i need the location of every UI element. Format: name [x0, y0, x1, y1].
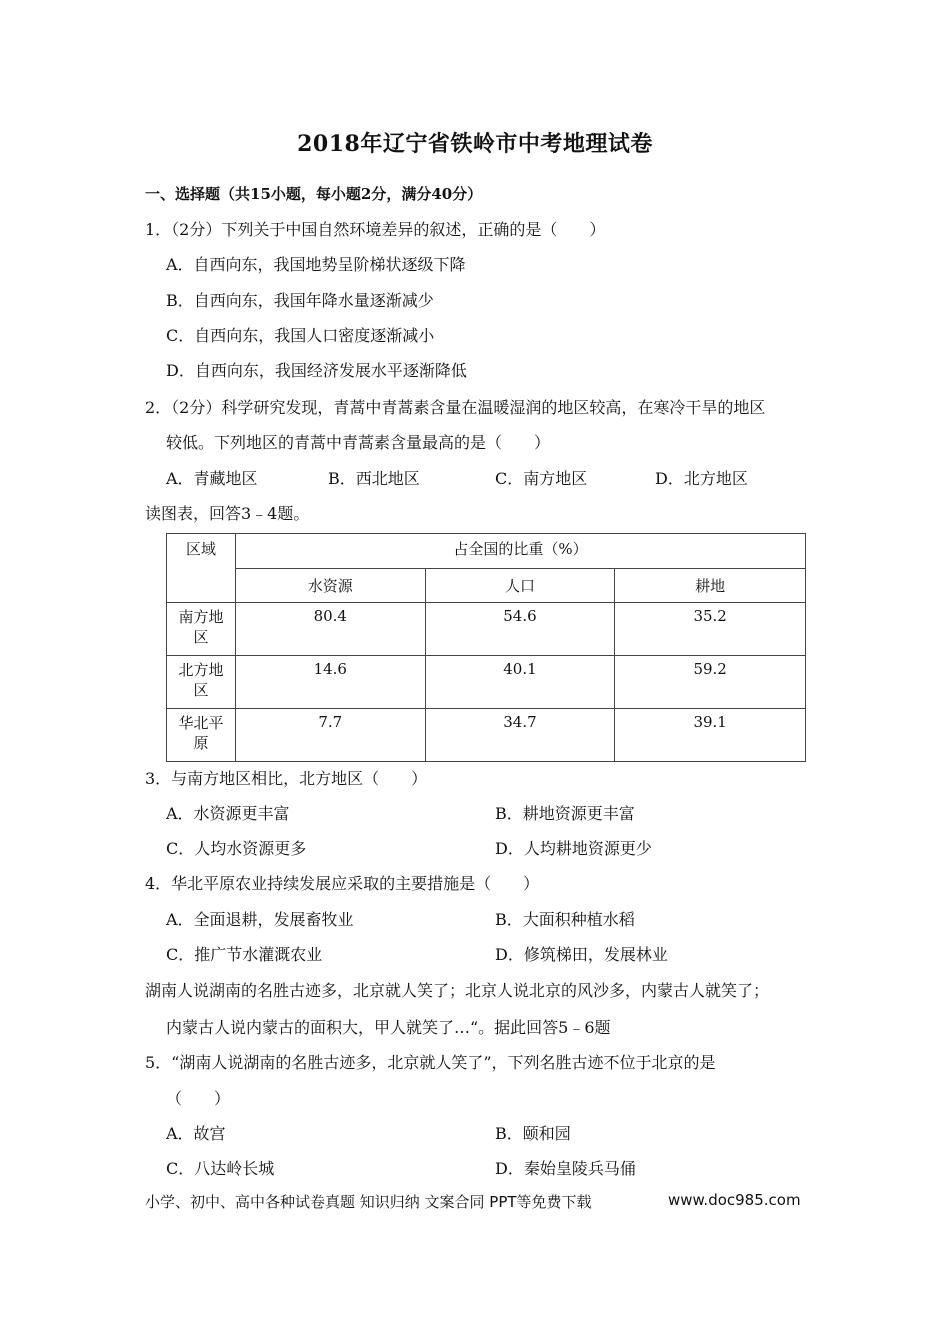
- q3-option-a: A．水资源更丰富: [166, 804, 290, 823]
- footer-url[interactable]: www.doc985.com: [668, 1191, 801, 1209]
- table-cell-region: 华北平原: [167, 709, 236, 762]
- q3-option-c: C．人均水资源更多: [166, 839, 307, 858]
- q1-option-b: B．自西向东，我国年降水量逐渐减少: [166, 291, 434, 310]
- table-row: [167, 656, 806, 709]
- data-table: [166, 533, 806, 762]
- q1-stem: 1．（2分）下列关于中国自然环境差异的叙述，正确的是（ ）: [145, 220, 606, 239]
- table-col-population: 人口: [425, 569, 615, 603]
- q5-option-b: B．颐和园: [495, 1124, 571, 1143]
- q1-option-d: D．自西向东，我国经济发展水平逐渐降低: [166, 361, 467, 380]
- q2-option-c: C．南方地区: [495, 469, 588, 488]
- q2-stem-line1: 2．（2分）科学研究发现，青蒿中青蒿素含量在温暖湿润的地区较高，在寒冷干旱的地区: [145, 398, 766, 417]
- q2-option-b: B．西北地区: [328, 469, 420, 488]
- table-cell: 54.6: [425, 603, 615, 656]
- exam-title: 2018年辽宁省铁岭市中考地理试卷: [297, 131, 653, 157]
- q2-option-d: D．北方地区: [655, 469, 748, 488]
- q2-option-a: A．青藏地区: [166, 469, 258, 488]
- q5-option-a: A．故宫: [166, 1124, 226, 1143]
- passage-line1: 湖南人说湖南的名胜古迹多，北京就人笑了；北京人说北京的风沙多，内蒙古人就笑了；: [145, 981, 770, 1000]
- table-cell: 40.1: [425, 656, 615, 709]
- table-header-region: 区域: [167, 534, 236, 603]
- section-heading: 一、选择题（共15小题，每小题2分，满分40分）: [145, 185, 483, 203]
- table-cell-region: 南方地区: [167, 603, 236, 656]
- table-row: [167, 603, 806, 656]
- table-cell: 80.4: [235, 603, 425, 656]
- q4-option-d: D．修筑梯田，发展林业: [495, 945, 668, 964]
- q4-stem: 4．华北平原农业持续发展应采取的主要措施是（ ）: [145, 874, 540, 893]
- table-row: [167, 709, 806, 762]
- q2-stem-line2: 较低。下列地区的青蒿中青蒿素含量最高的是（ ）: [166, 433, 551, 452]
- table-cell: 35.2: [615, 603, 806, 656]
- q5-option-d: D．秦始皇陵兵马俑: [495, 1159, 636, 1178]
- table-cell: 34.7: [425, 709, 615, 762]
- table-cell-region: 北方地区: [167, 656, 236, 709]
- q3-stem: 3．与南方地区相比，北方地区（ ）: [145, 769, 428, 788]
- table-cell: 7.7: [235, 709, 425, 762]
- passage-line2: 内蒙古人说内蒙古的面积大，甲人就笑了…“。据此回答5﹣6题: [166, 1018, 611, 1037]
- q5-option-c: C．八达岭长城: [166, 1159, 275, 1178]
- table-col-water: 水资源: [235, 569, 425, 603]
- table-cell: 14.6: [235, 656, 425, 709]
- q5-stem-line2: （ ）: [166, 1089, 231, 1108]
- q1-option-c: C．自西向东，我国人口密度逐渐减小: [166, 326, 435, 345]
- read-intro: 读图表，回答3﹣4题。: [145, 504, 310, 523]
- table-col-farmland: 耕地: [615, 569, 806, 603]
- footer-text: 小学、初中、高中各种试卷真题 知识归纳 文案合同 PPT等免费下载: [145, 1193, 592, 1211]
- q5-stem-line1: 5．“湖南人说湖南的名胜古迹多，北京就人笑了”，下列名胜古迹不位于北京的是: [145, 1053, 716, 1072]
- q4-option-b: B．大面积种植水稻: [495, 910, 635, 929]
- q3-option-b: B．耕地资源更丰富: [495, 804, 635, 823]
- table-cell: 39.1: [615, 709, 806, 762]
- q1-option-a: A．自西向东，我国地势呈阶梯状逐级下降: [166, 255, 466, 274]
- q3-option-d: D．人均耕地资源更少: [495, 839, 652, 858]
- table-header-group: 占全国的比重（%）: [235, 534, 805, 569]
- table-cell: 59.2: [615, 656, 806, 709]
- q4-option-a: A．全面退耕，发展畜牧业: [166, 910, 354, 929]
- q4-option-c: C．推广节水灌溉农业: [166, 945, 323, 964]
